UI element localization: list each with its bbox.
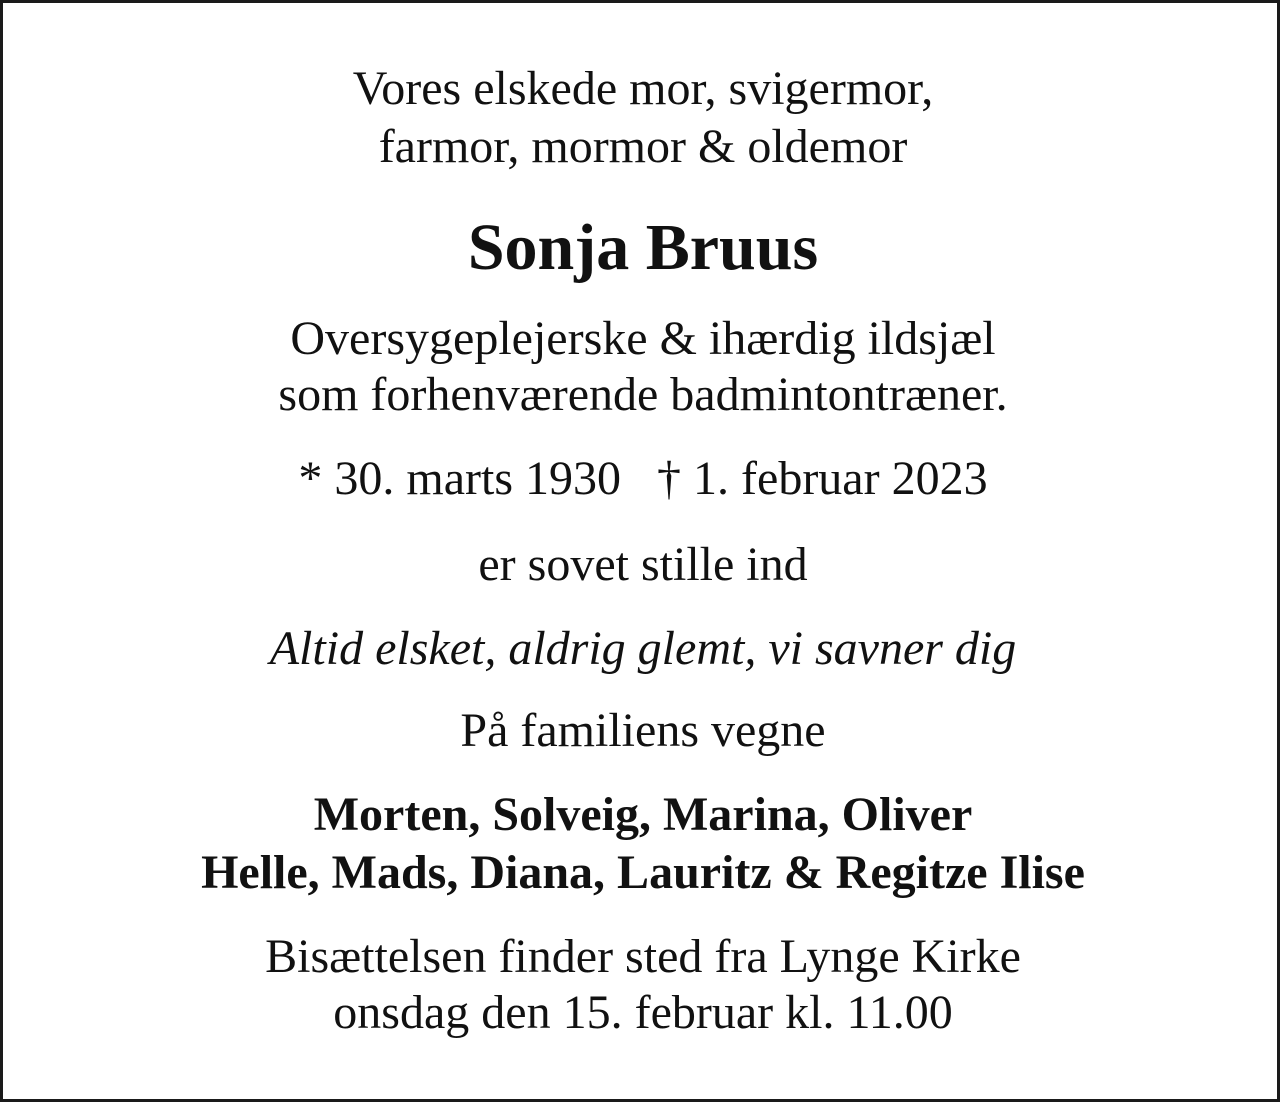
- family-line-2: Helle, Mads, Diana, Lauritz & Regitze Ilise: [201, 846, 1085, 899]
- passed-text: er sovet stille ind: [478, 538, 808, 591]
- on-behalf-text: På familiens vegne: [460, 704, 826, 757]
- death-symbol: †: [657, 452, 682, 505]
- funeral-line-2: onsdag den 15. februar kl. 11.00: [333, 986, 953, 1039]
- funeral-line-1: Bisættelsen finder sted fra Lynge Kirke: [265, 930, 1021, 983]
- deceased-name: Sonja Bruus: [467, 211, 819, 284]
- birth-date: 30. marts 1930: [334, 452, 622, 505]
- death-date: 1. februar 2023: [693, 452, 988, 505]
- intro-line-2: farmor, mormor & oldemor: [378, 120, 908, 173]
- life-dates: [3, 452, 1280, 505]
- description-line-2: som forhenværende badmintontræner.: [278, 368, 1008, 421]
- intro-line-1: Vores elskede mor, svigermor,: [352, 62, 934, 115]
- memorial-quote: Altid elsket, aldrig glemt, vi savner dig: [269, 622, 1017, 675]
- birth-symbol: *: [298, 452, 323, 505]
- family-line-1: Morten, Solveig, Marina, Oliver: [313, 788, 973, 841]
- description-line-1: Oversygeplejerske & ihærdig ildsjæl: [290, 312, 996, 365]
